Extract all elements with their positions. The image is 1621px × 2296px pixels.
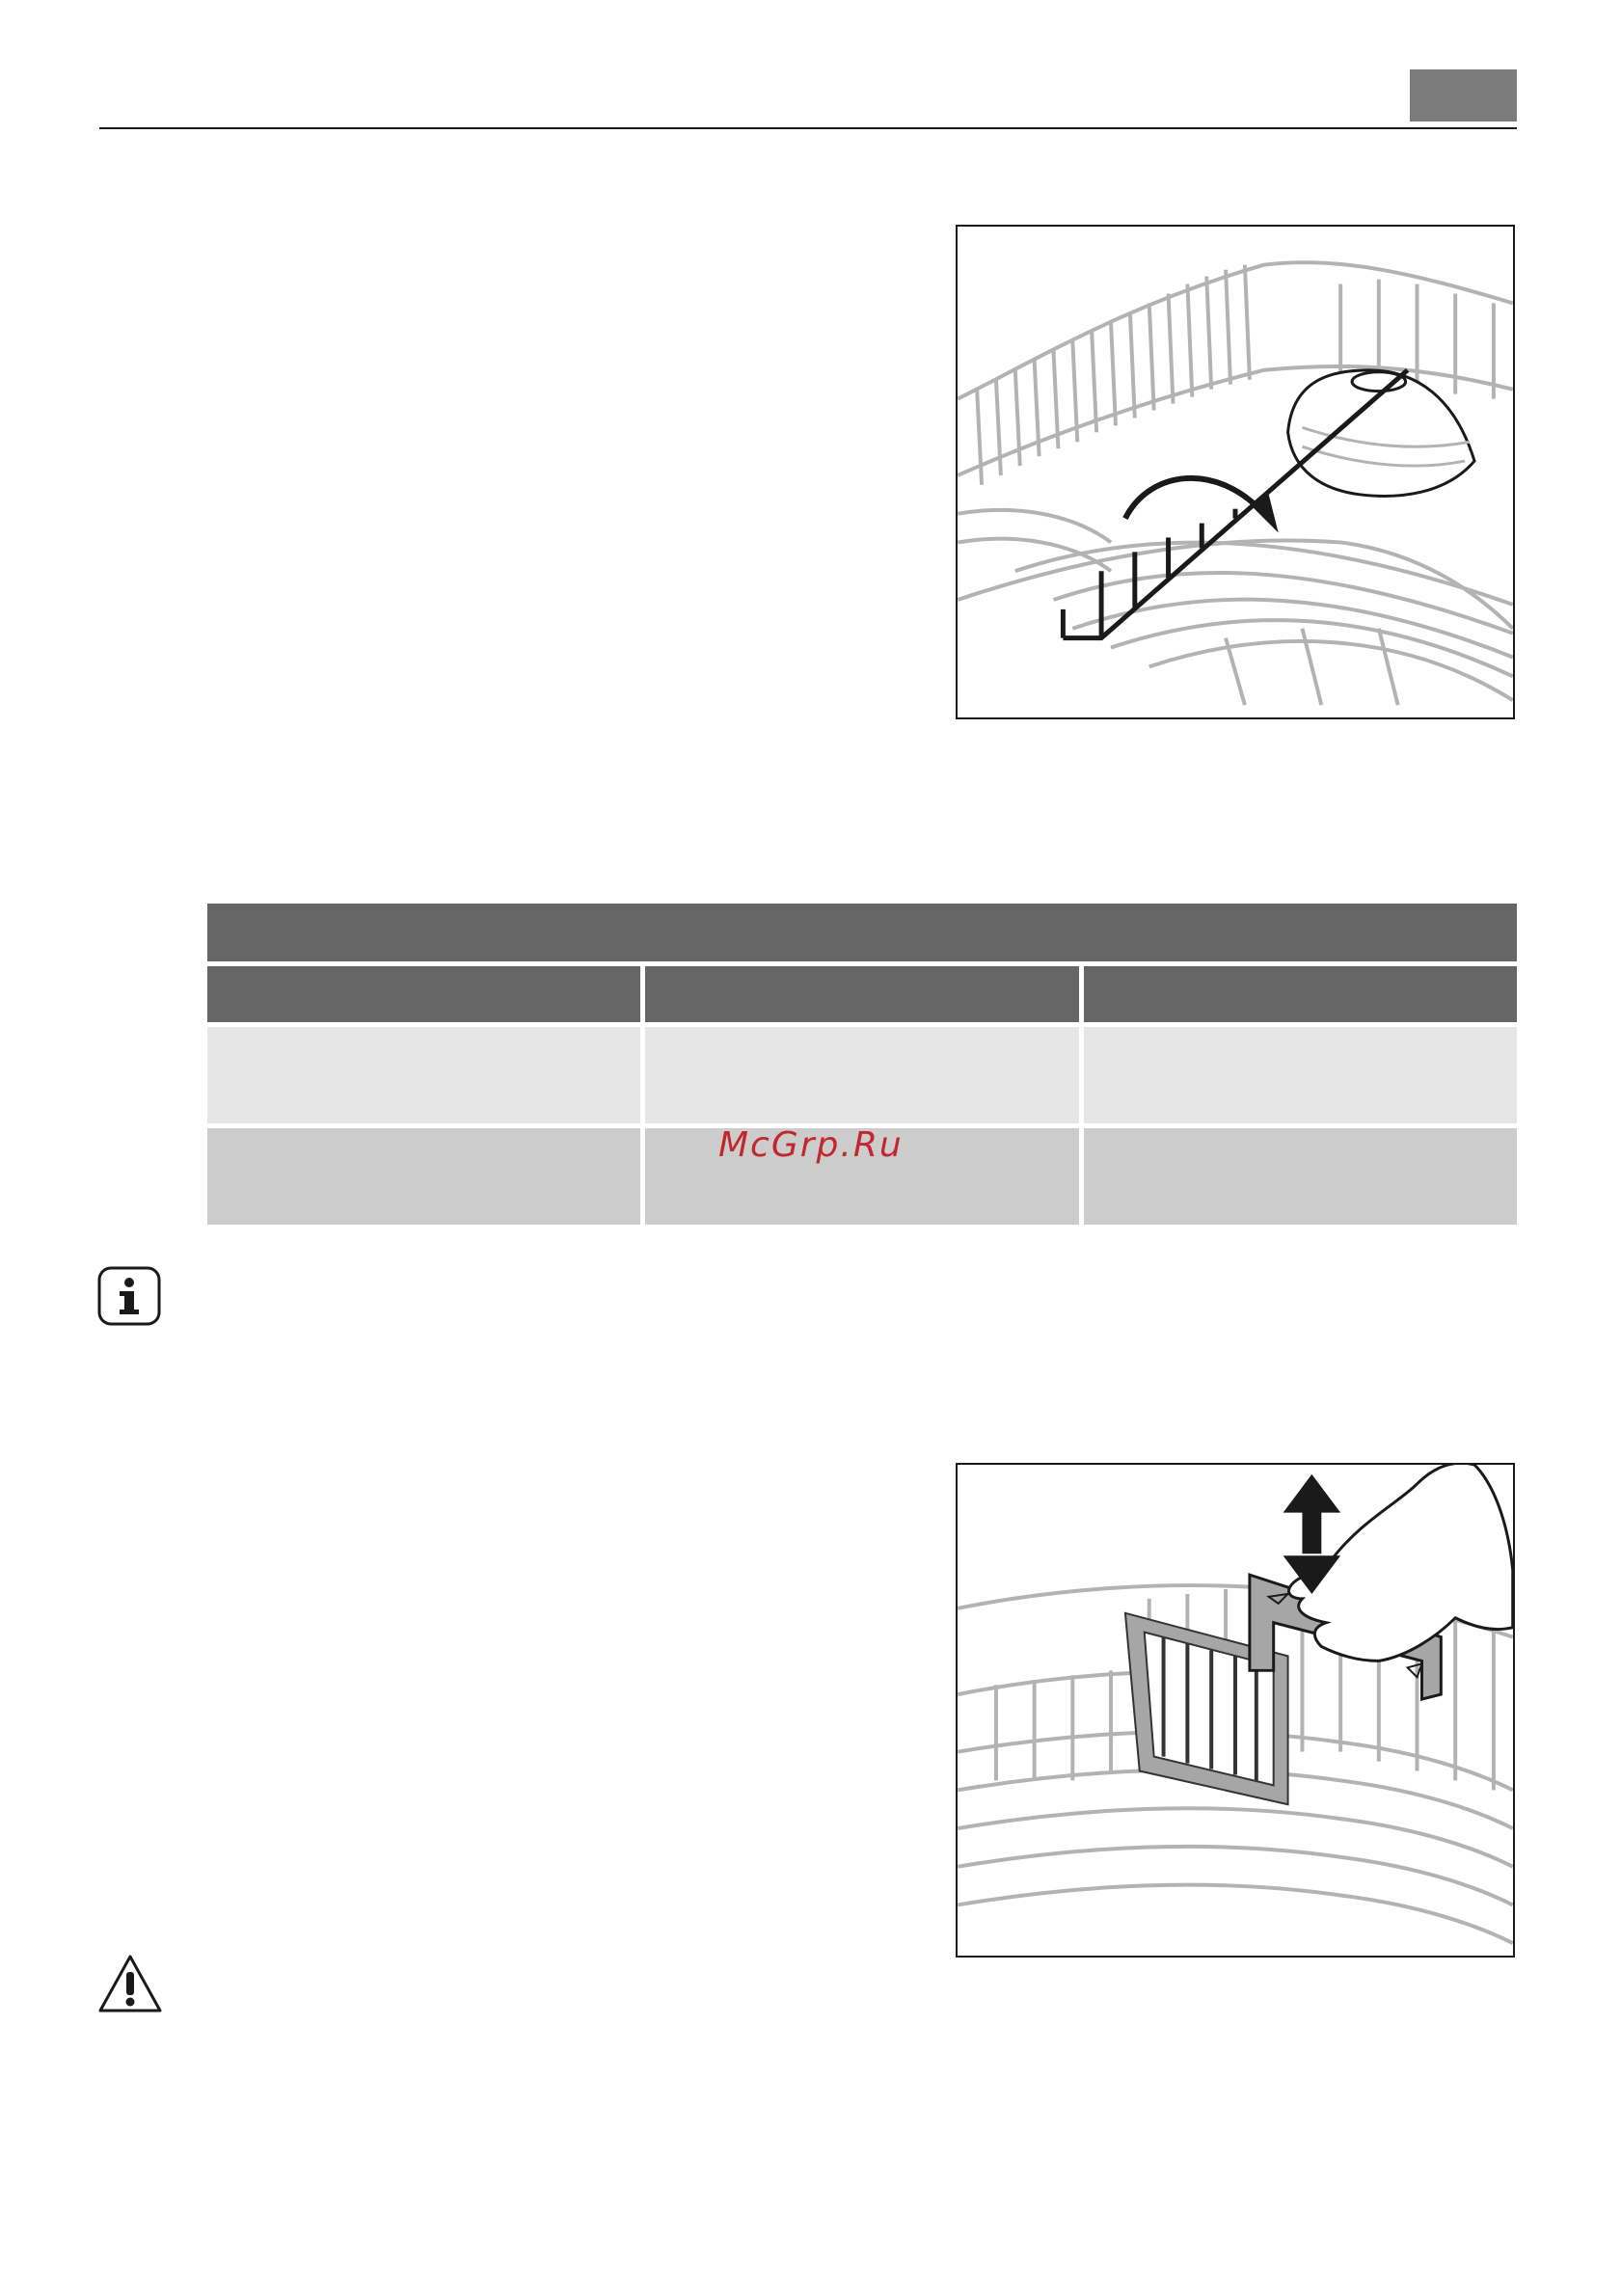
page-number-tab xyxy=(1410,69,1517,122)
table-header-cell xyxy=(207,966,640,1022)
table-cell xyxy=(1084,1128,1517,1225)
folding-rack-illustration xyxy=(956,225,1515,719)
watermark-text: McGrp.Ru xyxy=(718,1125,904,1165)
folding-rack-drawing xyxy=(958,227,1513,717)
table-cell xyxy=(1084,1027,1517,1123)
table-title-row xyxy=(207,904,1517,961)
table-header-cell xyxy=(645,966,1078,1022)
table-cell xyxy=(207,1128,640,1225)
table-cell xyxy=(645,1027,1078,1123)
table-header-row xyxy=(207,966,1517,1022)
rack-insert-drawing xyxy=(958,1465,1513,1956)
height-adjustment-table xyxy=(207,904,1517,1225)
rack-insert-illustration xyxy=(956,1463,1515,1958)
table-cell xyxy=(207,1027,640,1123)
table-header-cell xyxy=(1084,966,1517,1022)
table-row xyxy=(207,1027,1517,1123)
info-icon xyxy=(97,1266,161,1326)
warning-triangle-icon xyxy=(96,1953,164,2014)
header-rule xyxy=(99,127,1517,129)
